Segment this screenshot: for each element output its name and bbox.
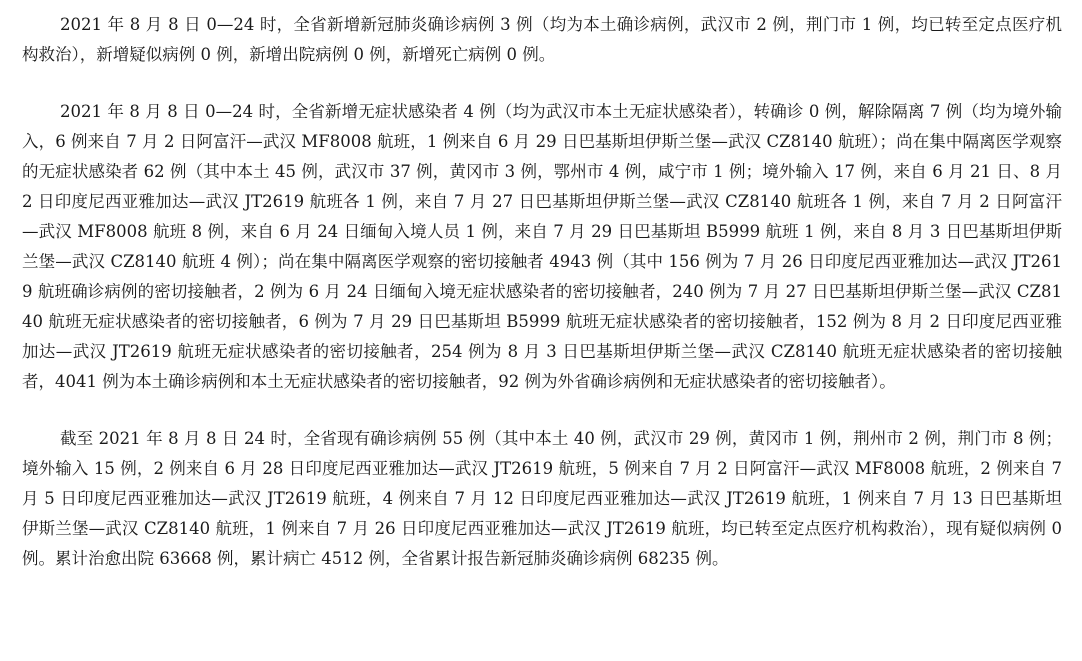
paragraph-new-confirmed-cases: 2021 年 8 月 8 日 0—24 时，全省新增新冠肺炎确诊病例 3 例（均为本土确诊病例，武汉市 2 例，荆门市 1 例，均已转至定点医疗机构救治），新增疑似病例 0 例，新增出院病例 0 例，新增死亡病例 0 例。	[22, 15, 1062, 64]
paragraph-cumulative-summary: 截至 2021 年 8 月 8 日 24 时，全省现有确诊病例 55 例（其中本土 40 例，武汉市 29 例，黄冈市 1 例，荆州市 2 例，荆门市 8 例；境外输入 15 例，2 例来自 6 月 28 日印度尼西亚雅加达—武汉 JT2619 航班，5 例来自 7 月 2 日阿富汗—武汉 MF8008 航班，2 例来自 7 月 5 日印度尼西亚雅加达—武汉 JT2619 航班，4 例来自 7 月 12 日印度尼西亚雅加达—武汉 JT2619 航班，1 例来自 7 月 13 日巴基斯坦伊斯兰堡—武汉 CZ8140 航班，1 例来自 7 月 26 日印度尼西亚雅加达—武汉 JT2619 航班，均已转至定点医疗机构救治），现有疑似病例 0 例。累计治愈出院 63668 例，累计病亡 4512 例，全省累计报告新冠肺炎确诊病例 68235 例。	[22, 429, 1062, 568]
paragraph-asymptomatic-infections: 2021 年 8 月 8 日 0—24 时，全省新增无症状感染者 4 例（均为武汉市本土无症状感染者），转确诊 0 例，解除隔离 7 例（均为境外输入，6 例来自 7 月 2 日阿富汗—武汉 MF8008 航班，1 例来自 6 月 29 日巴基斯坦伊斯兰堡—武汉 CZ8140 航班）；尚在集中隔离医学观察的无症状感染者 62 例（其中本土 45 例，武汉市 37 例，黄冈市 3 例，鄂州市 4 例，咸宁市 1 例；境外输入 17 例，来自 6 月 21 日、8 月 2 日印度尼西亚雅加达—武汉 JT2619 航班各 1 例，来自 7 月 27 日巴基斯坦伊斯兰堡—武汉 CZ8140 航班各 1 例，来自 7 月 2 日阿富汗—武汉 MF8008 航班 8 例，来自 6 月 24 日缅甸入境人员 1 例，来自 7 月 29 日巴基斯坦 B5999 航班 1 例，来自 8 月 3 日巴基斯坦伊斯兰堡—武汉 CZ8140 航班 4 例）；尚在集中隔离医学观察的密切接触者 4943 例（其中 156 例为 7 月 26 日印度尼西亚雅加达—武汉 JT2619 航班确诊病例的密切接触者，2 例为 6 月 24 日缅甸入境无症状感染者的密切接触者，240 例为 7 月 27 日巴基斯坦伊斯兰堡—武汉 CZ8140 航班无症状感染者的密切接触者，6 例为 7 月 29 日巴基斯坦 B5999 航班无症状感染者的密切接触者，152 例为 8 月 2 日印度尼西亚雅加达—武汉 JT2619 航班无症状感染者的密切接触者，254 例为 8 月 3 日巴基斯坦伊斯兰堡—武汉 CZ8140 航班无症状感染者的密切接触者，4041 例为本土确诊病例和本土无症状感染者的密切接触者，92 例为外省确诊病例和无症状感染者的密切接触者）。	[22, 102, 1062, 391]
document-body	[22, 10, 1062, 574]
